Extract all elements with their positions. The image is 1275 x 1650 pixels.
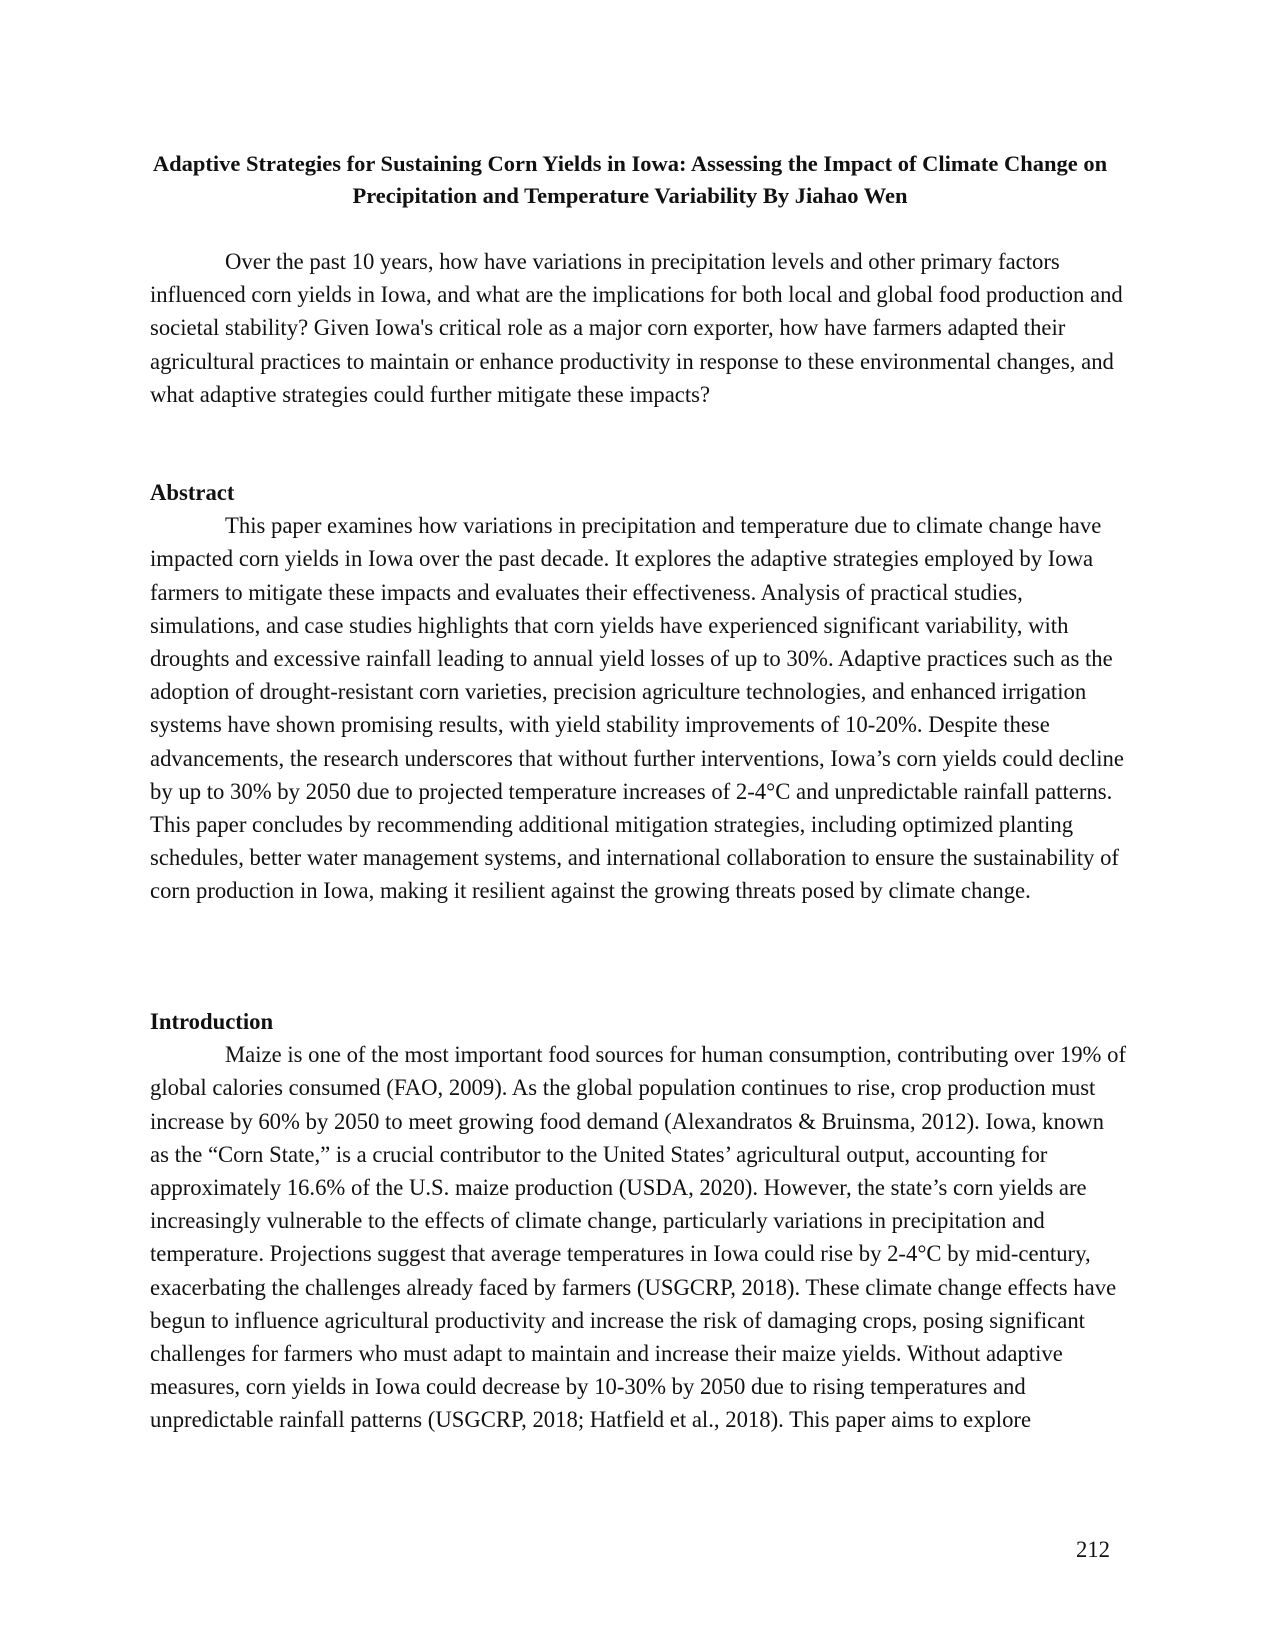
abstract-paragraph: This paper examines how variations in precipitation and temperature due to climate change have impacted corn yields in Iowa over the past decade. It explores the adaptive strategies employed by Iowa farmers to mitigate these impacts and evaluates their effectiveness. Analysis of practical studies, simulations, and case studies highlights that corn yields have experienced significant variability, with droughts and excessive rainfall leading to annual yield losses of up to 30%. Adaptive practices such as the adoption of drought-resistant corn varieties, precision agriculture technologies, and enhanced irrigation systems have shown promising results, with yield stability improvements of 10-20%. Despite these advancements, the research underscores that without further interventions, Iowa’s corn yields could decline by up to 30% by 2050 due to projected temperature increases of 2-4°C and unpredictable rainfall patterns. This paper concludes by recommending additional mitigation strategies, including optimized planting schedules, better water management systems, and international collaboration to ensure the sustainability of corn production in Iowa, making it resilient against the growing threats posed by climate change. <box>150 513 1124 904</box>
research-question-paragraph: Over the past 10 years, how have variations in precipitation levels and other primary factors influenced corn yields in Iowa, and what are the implications for both local and global food production and societal stability? Given Iowa's critical role as a major corn exporter, how have farmers adapted their agricultural practices to maintain or enhance productivity in response to these environmental changes, and what adaptive strategies could further mitigate these impacts? <box>150 249 1123 407</box>
paper-title: Adaptive Strategies for Sustaining Corn Yields in Iowa: Assessing the Impact of Climate Change on Precipitation and Temperature Variability By Jiahao Wen <box>152 151 1108 208</box>
abstract-section <box>150 476 1128 908</box>
abstract-heading: Abstract <box>150 480 235 505</box>
introduction-heading: Introduction <box>150 1009 274 1034</box>
introduction-section <box>150 1005 1128 1437</box>
introduction-paragraph: Maize is one of the most important food sources for human consumption, contributing over 19% of global calories consumed (FAO, 2009). As the global population continues to rise, crop production must increase by 60% by 2050 to meet growing food demand (Alexandratos & Bruinsma, 2012). Iowa, known as the “Corn State,” is a crucial contributor to the United States’ agricultural output, accounting for approximately 16.6% of the U.S. maize production (USDA, 2020). However, the state’s corn yields are increasingly vulnerable to the effects of climate change, particularly variations in precipitation and temperature. Projections suggest that average temperatures in Iowa could rise by 2-4°C by mid-century, exacerbating the challenges already faced by farmers (USGCRP, 2018). These climate change effects have begun to influence agricultural productivity and increase the risk of damaging crops, posing significant challenges for farmers who must adapt to maintain and increase their maize yields. Without adaptive measures, corn yields in Iowa could decrease by 10-30% by 2050 due to rising temperatures and unpredictable rainfall patterns (USGCRP, 2018; Hatfield et al., 2018). This paper aims to explore <box>150 1042 1127 1433</box>
page-number: 212 <box>1075 1537 1110 1562</box>
research-question-section <box>150 245 1128 411</box>
